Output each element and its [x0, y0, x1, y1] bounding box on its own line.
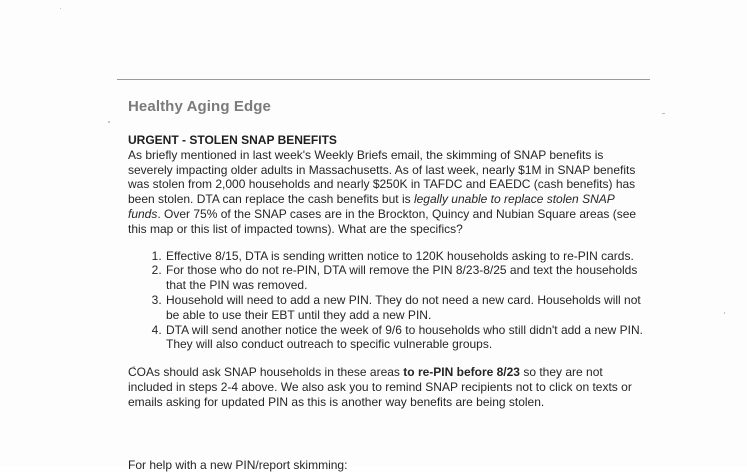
closing-paragraph: COAs should ask SNAP households in these areas to re-PIN before 8/23 so they are not included in steps 2-4 above. We also ask you to remind SNAP recipients not to click on texts or emails asking for updated PIN as this is another way benefits are being stolen.: [128, 365, 632, 409]
scan-speck: [60, 8, 61, 9]
paragraph-gap: [128, 352, 648, 365]
newsletter-header: Healthy Aging Edge: [128, 98, 271, 115]
towns-list-link[interactable]: this list: [190, 221, 228, 236]
intro-emphasis: legally unable to replace stolen SNAP funds: [128, 192, 615, 221]
scan-speck: [724, 312, 725, 314]
closing-emphasis: to re-PIN before 8/23: [403, 365, 520, 380]
section-title: URGENT - STOLEN SNAP BENEFITS: [128, 133, 337, 147]
article-body: [128, 133, 648, 410]
scan-speck: [108, 121, 110, 123]
intro-paragraph: As briefly mentioned in last week's Weekly Briefs email, the skimming of SNAP benefits is severely impacting older adults in Massachusetts. As of last week, nearly $1M in SNAP benefits was stolen from 2,000 households and nearly $250K in TAFDC and EAEDC (cash benefits) has been stolen. DTA can replace the cash benefits but is legally unable to replace stolen SNAP funds. Over 75% of the SNAP cases are in the Brockton, Quincy and Nubian Square areas (see this map or this list of impacted towns). What are the specifics?: [128, 147, 637, 236]
top-divider: [117, 79, 650, 80]
steps-list: [128, 249, 648, 353]
list-item: 3. Household will need to add a new PIN. They do not need a new card. Households will not be able to use their EBT until they add a new PIN.: [165, 293, 648, 323]
cutoff-line: For help with a new PIN/report skimming:: [128, 458, 348, 472]
scan-speck: [662, 113, 665, 114]
map-link[interactable]: this map: [128, 221, 174, 236]
list-item: 1. Effective 8/15, DTA is sending written notice to 120K households asking to re-PIN cards.: [165, 249, 648, 264]
list-item: 2. For those who do not re-PIN, DTA will remove the PIN 8/23-8/25 and text the households that the PIN was removed.: [165, 263, 648, 293]
list-item: 4. DTA will send another notice the week of 9/6 to households who still didn't add a new PIN. They will also conduct outreach to specific vulnerable groups.: [165, 323, 648, 353]
